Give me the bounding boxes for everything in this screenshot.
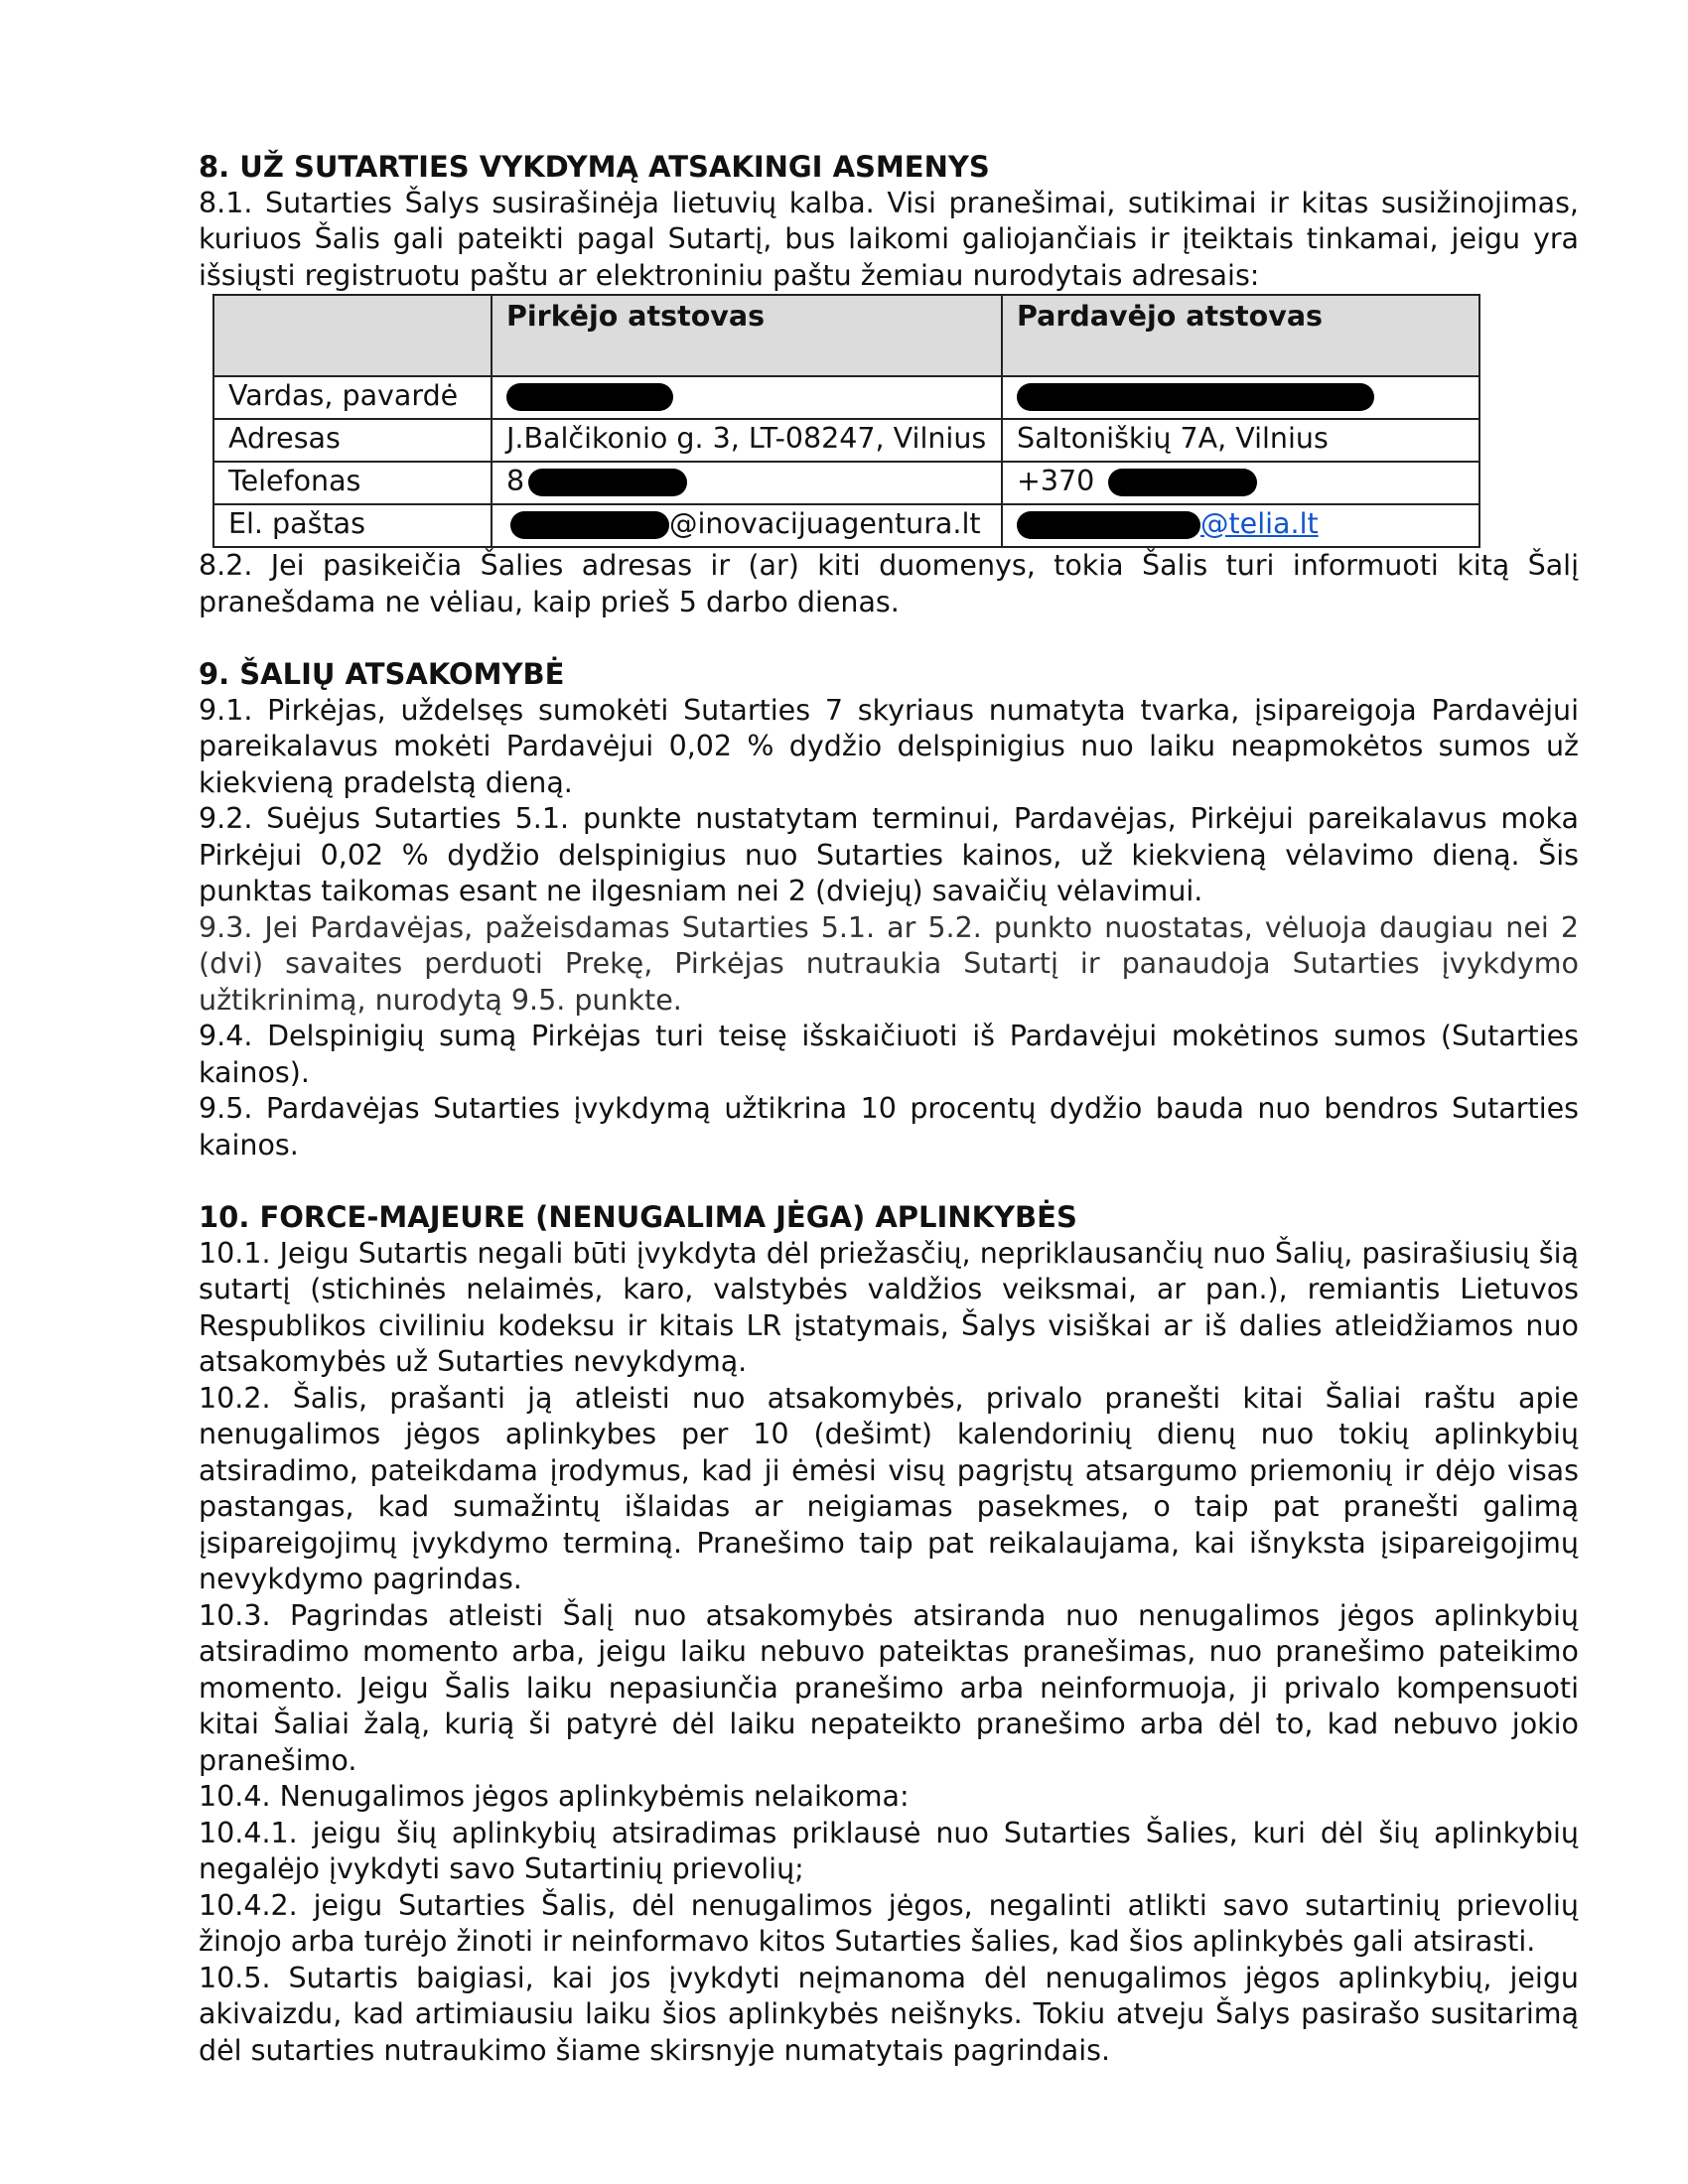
redaction-mark	[1108, 469, 1257, 496]
table-header-row	[213, 295, 1479, 376]
clause-9-2: 9.2. Suėjus Sutarties 5.1. punkte nustatytam terminui, Pardavėjas, Pirkėjui pareikalavus moka Pirkėjui 0,02 % dydžio delspinigius nuo Sutarties kainos, už kiekvieną vėlavimo dieną. Šis punktas taikomas esant ne ilgesniam nei 2 (dviejų) savaičių vėlavimui.	[199, 802, 1579, 907]
table-row-address	[213, 419, 1479, 462]
row-label: El. paštas	[213, 504, 492, 547]
clause-10-5: 10.5. Sutartis baigiasi, kai jos įvykdyti neįmanoma dėl nenugalimos jėgos aplinkybių, jeigu akivaizdu, kad artimiausiu laiku šios aplinkybės neišnyks. Tokiu atveju Šalys pasirašo susitarimą dėl sutarties nutraukimo šiame skirsnyje numatytais pagrindais.	[199, 1961, 1579, 2067]
clause-10-1: 10.1. Jeigu Sutartis negali būti įvykdyta dėl priežasčių, nepriklausančių nuo Šalių, pasirašiusių šią sutartį (stichinės nelaimės, karo, valstybės valdžios veiksmai, ar pan.), remiantis Lietuvos Respublikos civiliniu kodeksu ir kitais LR įstatymais, Šalys visiškai ar iš dalies atleidžiamos nuo atsakomybės už Sutarties nevykdymą.	[199, 1236, 1579, 1378]
table-row-name	[213, 376, 1479, 419]
clause-9-3: 9.3. Jei Pardavėjas, pažeisdamas Sutarties 5.1. ar 5.2. punkto nuostatas, vėluoja daugiau nei 2 (dvi) savaites perduoti Prekę, Pirkėjas nutraukia Sutartį ir panaudoja Sutarties įvykdymo užtikrinimą, nurodytą 9.5. punkte.	[199, 910, 1579, 1017]
header-buyer: Pirkėjo atstovas	[492, 295, 1002, 376]
clause-9-4: 9.4. Delspinigių sumą Pirkėjas turi teisę išskaičiuoti iš Pardavėjui mokėtinos sumos (Sutarties kainos).	[199, 1020, 1579, 1089]
table-row-email	[213, 504, 1479, 547]
seller-name-cell	[1002, 376, 1479, 419]
clause-8-1: 8.1. Sutarties Šalys susirašinėja lietuvių kalba. Visi pranešimai, sutikimai ir kitas susižinojimas, kuriuos Šalis gali pateikti pagal Sutartį, bus laikomi galiojančiais ir įteiktais tinkamai, jeigu yra išsiųsti registruotu paštu ar elektroniniu paštu žemiau nurodytais adresais:	[199, 186, 1579, 292]
redaction-mark	[528, 469, 687, 496]
buyer-email-domain: @inovacijuagentura.lt	[669, 507, 981, 540]
clause-10-4-1: 10.4.1. jeigu šių aplinkybių atsiradimas priklausė nuo Sutarties Šalies, kuri dėl šių aplinkybių negalėjo įvykdyti savo Sutartinių prievolių;	[199, 1816, 1579, 1885]
redaction-mark	[1017, 511, 1200, 539]
section-10-heading: 10. FORCE-MAJEURE (NENUGALIMA JĖGA) APLINKYBĖS	[199, 1200, 1077, 1234]
redaction-mark	[1017, 383, 1374, 411]
row-label: Telefonas	[213, 462, 492, 504]
clause-8-2: 8.2. Jei pasikeičia Šalies adresas ir (ar) kiti duomenys, tokia Šalis turi informuoti kitą Šalį pranešdama ne vėliau, kaip prieš 5 darbo dienas.	[199, 549, 1579, 618]
buyer-email-cell	[492, 504, 1002, 547]
document-page	[199, 149, 1579, 2069]
seller-email-cell	[1002, 504, 1479, 547]
buyer-phone-cell	[492, 462, 1002, 504]
clause-10-4: 10.4. Nenugalimos jėgos aplinkybėmis nelaikoma:	[199, 1780, 910, 1813]
clause-9-1: 9.1. Pirkėjas, uždelsęs sumokėti Sutarties 7 skyriaus numatyta tvarka, įsipareigoja Pardavėjui pareikalavus mokėti Pardavėjui 0,02 % dydžio delspinigius nuo laiku neapmokėtos sumos už kiekvieną pradelstą dieną.	[199, 693, 1579, 799]
buyer-name-cell	[492, 376, 1002, 419]
redaction-mark	[510, 511, 669, 539]
seller-address-cell: Saltoniškių 7A, Vilnius	[1002, 419, 1479, 462]
seller-phone-prefix: +370	[1017, 465, 1095, 497]
row-label: Adresas	[213, 419, 492, 462]
header-seller: Pardavėjo atstovas	[1002, 295, 1479, 376]
seller-phone-cell	[1002, 462, 1479, 504]
header-empty	[213, 295, 492, 376]
clause-10-4-2: 10.4.2. jeigu Sutarties Šalis, dėl nenugalimos jėgos, negalinti atlikti savo sutartinių prievolių žinojo arba turėjo žinoti ir neinformavo kitos Sutarties šalies, kad šios aplinkybės gali atsirasti.	[199, 1888, 1579, 1958]
clause-9-5: 9.5. Pardavėjas Sutarties įvykdymą užtikrina 10 procentų dydžio bauda nuo bendros Sutarties kainos.	[199, 1092, 1579, 1161]
buyer-address-cell: J.Balčikonio g. 3, LT-08247, Vilnius	[492, 419, 1002, 462]
contacts-table	[212, 294, 1480, 548]
seller-email-link[interactable]: @telia.lt	[1200, 507, 1319, 540]
table-row-phone	[213, 462, 1479, 504]
section-8-heading: 8. UŽ SUTARTIES VYKDYMĄ ATSAKINGI ASMENYS	[199, 150, 990, 184]
clause-10-3: 10.3. Pagrindas atleisti Šalį nuo atsakomybės atsiranda nuo nenugalimos jėgos aplinkybių atsiradimo momento arba, jeigu laiku nebuvo pateiktas pranešimas, nuo pranešimo pateikimo momento. Jeigu Šalis laiku nepasiunčia pranešimo arba neinformuoja, ji privalo kompensuoti kitai Šaliai žalą, kurią ši patyrė dėl laiku nepateikto pranešimo arba dėl to, kad nebuvo jokio pranešimo.	[199, 1598, 1579, 1777]
section-9-heading: 9. ŠALIŲ ATSAKOMYBĖ	[199, 657, 565, 691]
buyer-phone-prefix: 8	[506, 465, 525, 497]
row-label: Vardas, pavardė	[213, 376, 492, 419]
redaction-mark	[506, 383, 673, 411]
clause-10-2: 10.2. Šalis, prašanti ją atleisti nuo atsakomybės, privalo pranešti kitai Šaliai raštu apie nenugalimos jėgos aplinkybes per 10 (dešimt) kalendorinių dienų nuo tokių aplinkybių atsiradimo, pateikdama įrodymus, kad ji ėmėsi visų pagrįstų atsargumo priemonių ir dėjo visas pastangas, kad sumažintų išlaidas ar neigiamas pasekmes, o taip pat pranešti galimą įsipareigojimų įvykdymo terminą. Pranešimo taip pat reikalaujama, kai išnyksta įsipareigojimų nevykdymo pagrindas.	[199, 1381, 1579, 1595]
